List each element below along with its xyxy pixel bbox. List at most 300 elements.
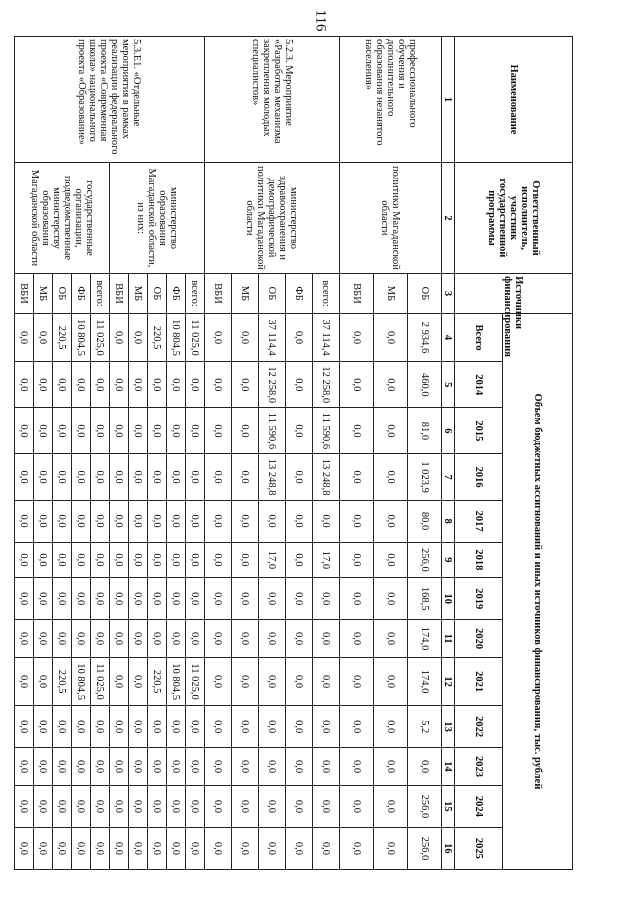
value-cell: 10 804,5 [167, 313, 186, 361]
value-cell: 0,0 [232, 313, 259, 361]
value-cell: 0,0 [91, 542, 110, 578]
value-cell: 0,0 [53, 454, 72, 500]
value-cell: 0,0 [129, 362, 148, 408]
value-cell: 0,0 [91, 748, 110, 786]
value-cell: 0,0 [340, 313, 374, 361]
value-cell: 0,0 [286, 408, 313, 454]
value-cell: 0,0 [232, 408, 259, 454]
value-cell: 0,0 [286, 362, 313, 408]
value-cell: 220,5 [53, 657, 72, 705]
value-cell: 0,0 [205, 827, 232, 869]
value-cell: 0,0 [167, 620, 186, 658]
value-cell: 0,0 [129, 706, 148, 748]
source-cell: ОБ [408, 274, 442, 314]
header-year: 2021 [455, 657, 503, 705]
value-cell: 0,0 [72, 827, 91, 869]
value-cell: 0,0 [91, 362, 110, 408]
value-cell: 0,0 [53, 578, 72, 620]
source-cell: МБ [34, 274, 53, 314]
value-cell: 0,0 [15, 542, 34, 578]
value-cell: 0,0 [205, 706, 232, 748]
table-row [408, 37, 442, 870]
value-cell: 0,0 [313, 785, 340, 827]
value-cell: 0,0 [34, 620, 53, 658]
value-cell: 0,0 [72, 542, 91, 578]
source-cell: МБ [374, 274, 408, 314]
value-cell: 0,0 [148, 362, 167, 408]
value-cell: 0,0 [374, 454, 408, 500]
value-cell: 0,0 [313, 500, 340, 542]
value-cell: 0,0 [167, 454, 186, 500]
value-cell: 0,0 [148, 542, 167, 578]
value-cell: 0,0 [72, 362, 91, 408]
value-cell: 0,0 [129, 578, 148, 620]
value-cell: 0,0 [232, 748, 259, 786]
value-cell: 0,0 [110, 827, 129, 869]
value-cell: 0,0 [53, 500, 72, 542]
column-number: 14 [442, 748, 455, 786]
value-cell: 256,0 [408, 542, 442, 578]
value-cell: 0,0 [72, 578, 91, 620]
column-number: 10 [442, 578, 455, 620]
header-budget-group: Объем бюджетных ассигнований и иных источников финансирования, тыс. рублей [503, 313, 573, 869]
value-cell: 0,0 [205, 408, 232, 454]
value-cell: 0,0 [259, 706, 286, 748]
value-cell: 0,0 [374, 657, 408, 705]
header-year: 2025 [455, 827, 503, 869]
value-cell: 0,0 [340, 785, 374, 827]
value-cell: 0,0 [148, 500, 167, 542]
value-cell: 11 025,0 [186, 657, 205, 705]
value-cell: 0,0 [259, 785, 286, 827]
value-cell: 0,0 [167, 500, 186, 542]
value-cell: 0,0 [186, 500, 205, 542]
value-cell: 0,0 [259, 827, 286, 869]
value-cell: 0,0 [53, 362, 72, 408]
value-cell: 11 025,0 [91, 657, 110, 705]
value-cell: 0,0 [129, 827, 148, 869]
value-cell: 0,0 [91, 500, 110, 542]
value-cell: 0,0 [91, 785, 110, 827]
row-name-cell: 5.3.Е1. «Отдельные мероприятия в рамках реализации федерального проекта «Современная школа» национального проекта «Образование» [15, 37, 205, 163]
value-cell: 0,0 [313, 748, 340, 786]
value-cell: 0,0 [34, 827, 53, 869]
value-cell: 0,0 [186, 454, 205, 500]
value-cell: 0,0 [15, 827, 34, 869]
value-cell: 0,0 [205, 578, 232, 620]
value-cell: 0,0 [110, 454, 129, 500]
value-cell: 0,0 [313, 706, 340, 748]
value-cell: 11 025,0 [91, 313, 110, 361]
value-cell: 0,0 [53, 542, 72, 578]
value-cell: 5,2 [408, 706, 442, 748]
value-cell: 0,0 [340, 500, 374, 542]
value-cell: 0,0 [34, 362, 53, 408]
value-cell: 0,0 [286, 748, 313, 786]
value-cell: 0,0 [205, 748, 232, 786]
value-cell: 220,5 [148, 657, 167, 705]
value-cell: 0,0 [374, 620, 408, 658]
value-cell: 0,0 [186, 578, 205, 620]
value-cell: 0,0 [340, 657, 374, 705]
value-cell: 0,0 [374, 785, 408, 827]
source-cell: всего: [91, 274, 110, 314]
value-cell: 0,0 [53, 827, 72, 869]
value-cell: 0,0 [186, 620, 205, 658]
value-cell: 0,0 [53, 748, 72, 786]
value-cell: 0,0 [232, 657, 259, 705]
value-cell: 0,0 [129, 454, 148, 500]
value-cell: 0,0 [205, 313, 232, 361]
source-cell: ОБ [148, 274, 167, 314]
value-cell: 2 934,6 [408, 313, 442, 361]
value-cell: 0,0 [340, 706, 374, 748]
value-cell: 0,0 [286, 578, 313, 620]
source-cell: ФБ [167, 274, 186, 314]
header-year: 2014 [455, 362, 503, 408]
value-cell: 0,0 [34, 578, 53, 620]
value-cell: 0,0 [15, 578, 34, 620]
value-cell: 0,0 [205, 454, 232, 500]
value-cell: 174,0 [408, 620, 442, 658]
value-cell: 0,0 [232, 500, 259, 542]
value-cell: 0,0 [15, 408, 34, 454]
value-cell: 0,0 [374, 500, 408, 542]
value-cell: 0,0 [286, 454, 313, 500]
table-row [91, 37, 110, 870]
value-cell: 0,0 [72, 620, 91, 658]
value-cell: 0,0 [53, 620, 72, 658]
value-cell: 0,0 [286, 785, 313, 827]
value-cell: 0,0 [72, 706, 91, 748]
value-cell: 0,0 [148, 706, 167, 748]
value-cell: 0,0 [205, 500, 232, 542]
value-cell: 0,0 [91, 408, 110, 454]
source-cell: МБ [129, 274, 148, 314]
value-cell: 0,0 [232, 620, 259, 658]
header-year: 2015 [455, 408, 503, 454]
value-cell: 0,0 [374, 578, 408, 620]
header-year: 2017 [455, 500, 503, 542]
value-cell: 0,0 [34, 706, 53, 748]
value-cell: 0,0 [286, 500, 313, 542]
value-cell: 0,0 [340, 454, 374, 500]
value-cell: 0,0 [72, 408, 91, 454]
source-cell: ВБИ [15, 274, 34, 314]
value-cell: 256,0 [408, 827, 442, 869]
column-number: 6 [442, 408, 455, 454]
table-body [15, 37, 442, 870]
value-cell: 0,0 [186, 408, 205, 454]
value-cell: 0,0 [34, 313, 53, 361]
value-cell: 0,0 [129, 542, 148, 578]
value-cell: 0,0 [72, 748, 91, 786]
value-cell: 0,0 [313, 620, 340, 658]
value-cell: 17,0 [259, 542, 286, 578]
column-number: 1 [442, 37, 455, 163]
value-cell: 0,0 [72, 454, 91, 500]
value-cell: 0,0 [34, 785, 53, 827]
table-row [186, 37, 205, 870]
value-cell: 10 804,5 [167, 657, 186, 705]
value-cell: 0,0 [53, 785, 72, 827]
value-cell: 0,0 [129, 500, 148, 542]
value-cell: 0,0 [205, 542, 232, 578]
column-number: 9 [442, 542, 455, 578]
value-cell: 12 258,0 [313, 362, 340, 408]
value-cell: 0,0 [259, 500, 286, 542]
executor-cell: министерство здравоохранения и демографической политики Магаданской области [205, 162, 340, 273]
value-cell: 0,0 [91, 706, 110, 748]
value-cell: 0,0 [374, 408, 408, 454]
header-executor: Ответственный исполнитель, участник государственной программы [455, 162, 573, 273]
value-cell: 0,0 [205, 657, 232, 705]
value-cell: 0,0 [15, 500, 34, 542]
value-cell: 0,0 [53, 408, 72, 454]
value-cell: 0,0 [408, 748, 442, 786]
value-cell: 0,0 [34, 657, 53, 705]
value-cell: 0,0 [232, 542, 259, 578]
column-number-row [442, 37, 455, 870]
value-cell: 0,0 [232, 827, 259, 869]
value-cell: 0,0 [72, 785, 91, 827]
value-cell: 0,0 [129, 657, 148, 705]
value-cell: 0,0 [148, 454, 167, 500]
value-cell: 0,0 [286, 706, 313, 748]
value-cell: 0,0 [186, 362, 205, 408]
source-cell: ВБИ [110, 274, 129, 314]
value-cell: 0,0 [34, 748, 53, 786]
value-cell: 0,0 [313, 827, 340, 869]
value-cell: 11 590,6 [259, 408, 286, 454]
value-cell: 0,0 [91, 827, 110, 869]
value-cell: 0,0 [313, 578, 340, 620]
value-cell: 174,0 [408, 657, 442, 705]
header-year: 2020 [455, 620, 503, 658]
value-cell: 0,0 [340, 362, 374, 408]
header-year: 2016 [455, 454, 503, 500]
value-cell: 81,0 [408, 408, 442, 454]
value-cell: 0,0 [232, 362, 259, 408]
value-cell: 0,0 [148, 408, 167, 454]
value-cell: 460,0 [408, 362, 442, 408]
value-cell: 0,0 [286, 657, 313, 705]
value-cell: 0,0 [34, 408, 53, 454]
value-cell: 220,5 [53, 313, 72, 361]
value-cell: 0,0 [110, 657, 129, 705]
header-total: Всего [455, 313, 503, 361]
column-number: 12 [442, 657, 455, 705]
value-cell: 0,0 [34, 454, 53, 500]
value-cell: 0,0 [186, 827, 205, 869]
column-number: 7 [442, 454, 455, 500]
value-cell: 0,0 [374, 706, 408, 748]
value-cell: 0,0 [110, 785, 129, 827]
value-cell: 0,0 [186, 542, 205, 578]
header-name: Наименование [455, 37, 573, 163]
value-cell: 0,0 [259, 620, 286, 658]
value-cell: 80,0 [408, 500, 442, 542]
value-cell: 0,0 [167, 542, 186, 578]
column-number: 11 [442, 620, 455, 658]
value-cell: 10 804,5 [72, 657, 91, 705]
value-cell: 0,0 [232, 706, 259, 748]
value-cell: 0,0 [340, 748, 374, 786]
row-name-cell: 5.2.3. Мероприятие «Разработка механизма закрепления молодых специалистов» [205, 37, 340, 163]
source-cell: ФБ [286, 274, 313, 314]
value-cell: 0,0 [110, 408, 129, 454]
source-cell: ВБИ [340, 274, 374, 314]
value-cell: 0,0 [129, 313, 148, 361]
value-cell: 37 114,4 [313, 313, 340, 361]
value-cell: 0,0 [259, 578, 286, 620]
value-cell: 0,0 [34, 500, 53, 542]
value-cell: 12 258,0 [259, 362, 286, 408]
value-cell: 0,0 [91, 620, 110, 658]
row-name-cell: профессионального обучения и дополнительного образования незанятого населения» [340, 37, 442, 163]
value-cell: 0,0 [91, 578, 110, 620]
value-cell: 0,0 [110, 748, 129, 786]
value-cell: 0,0 [91, 454, 110, 500]
executor-cell: государственные организации, подведомственные министерству образования Магаданской области [15, 162, 110, 273]
value-cell: 0,0 [110, 313, 129, 361]
value-cell: 17,0 [313, 542, 340, 578]
header-year: 2018 [455, 542, 503, 578]
value-cell: 0,0 [286, 827, 313, 869]
value-cell: 0,0 [340, 542, 374, 578]
value-cell: 256,0 [408, 785, 442, 827]
column-number: 3 [442, 274, 455, 314]
value-cell: 10 804,5 [72, 313, 91, 361]
header-year: 2022 [455, 706, 503, 748]
value-cell: 0,0 [340, 827, 374, 869]
value-cell: 168,5 [408, 578, 442, 620]
source-cell: ФБ [72, 274, 91, 314]
value-cell: 0,0 [129, 620, 148, 658]
column-number: 2 [442, 162, 455, 273]
source-cell: МБ [232, 274, 259, 314]
column-number: 5 [442, 362, 455, 408]
value-cell: 0,0 [72, 500, 91, 542]
value-cell: 0,0 [110, 542, 129, 578]
value-cell: 0,0 [340, 408, 374, 454]
value-cell: 0,0 [148, 785, 167, 827]
value-cell: 0,0 [340, 620, 374, 658]
value-cell: 0,0 [186, 748, 205, 786]
value-cell: 0,0 [110, 706, 129, 748]
value-cell: 0,0 [340, 578, 374, 620]
value-cell: 0,0 [286, 542, 313, 578]
value-cell: 0,0 [53, 706, 72, 748]
value-cell: 0,0 [232, 578, 259, 620]
value-cell: 0,0 [148, 827, 167, 869]
value-cell: 0,0 [167, 748, 186, 786]
header-year: 2024 [455, 785, 503, 827]
value-cell: 0,0 [148, 578, 167, 620]
header-source: Источники финансирования [455, 274, 573, 314]
value-cell: 0,0 [205, 362, 232, 408]
column-number: 16 [442, 827, 455, 869]
value-cell: 0,0 [129, 785, 148, 827]
column-number: 4 [442, 313, 455, 361]
header-year: 2023 [455, 748, 503, 786]
value-cell: 0,0 [129, 748, 148, 786]
value-cell: 0,0 [374, 827, 408, 869]
value-cell: 0,0 [205, 620, 232, 658]
value-cell: 1 023,9 [408, 454, 442, 500]
value-cell: 0,0 [110, 578, 129, 620]
source-cell: всего: [186, 274, 205, 314]
value-cell: 0,0 [374, 313, 408, 361]
executor-cell: политики Магаданской области [340, 162, 442, 273]
budget-table-sheet [18, 36, 573, 870]
value-cell: 0,0 [15, 748, 34, 786]
column-number: 15 [442, 785, 455, 827]
value-cell: 0,0 [286, 313, 313, 361]
value-cell: 0,0 [110, 362, 129, 408]
column-number: 13 [442, 706, 455, 748]
value-cell: 13 248,8 [259, 454, 286, 500]
source-cell: ВБИ [205, 274, 232, 314]
value-cell: 0,0 [232, 454, 259, 500]
value-cell: 0,0 [286, 620, 313, 658]
value-cell: 0,0 [15, 313, 34, 361]
value-cell: 0,0 [374, 748, 408, 786]
value-cell: 0,0 [167, 785, 186, 827]
value-cell: 0,0 [374, 542, 408, 578]
value-cell: 0,0 [205, 785, 232, 827]
value-cell: 0,0 [129, 408, 148, 454]
value-cell: 0,0 [15, 785, 34, 827]
value-cell: 0,0 [15, 454, 34, 500]
value-cell: 0,0 [186, 706, 205, 748]
value-cell: 0,0 [167, 362, 186, 408]
header-year: 2019 [455, 578, 503, 620]
table-row [313, 37, 340, 870]
value-cell: 0,0 [259, 748, 286, 786]
value-cell: 0,0 [15, 620, 34, 658]
value-cell: 0,0 [34, 542, 53, 578]
value-cell: 0,0 [167, 706, 186, 748]
value-cell: 0,0 [110, 500, 129, 542]
value-cell: 0,0 [15, 706, 34, 748]
source-cell: всего: [313, 274, 340, 314]
budget-table [14, 36, 573, 870]
value-cell: 0,0 [110, 620, 129, 658]
value-cell: 0,0 [374, 362, 408, 408]
value-cell: 0,0 [167, 408, 186, 454]
source-cell: ОБ [53, 274, 72, 314]
value-cell: 220,5 [148, 313, 167, 361]
column-number: 8 [442, 500, 455, 542]
value-cell: 0,0 [313, 657, 340, 705]
source-cell: ОБ [259, 274, 286, 314]
value-cell: 0,0 [186, 785, 205, 827]
value-cell: 11 025,0 [186, 313, 205, 361]
executor-cell: министерство образования Магаданской области, из них: [110, 162, 205, 273]
value-cell: 0,0 [167, 827, 186, 869]
value-cell: 0,0 [232, 785, 259, 827]
value-cell: 0,0 [167, 578, 186, 620]
value-cell: 13 248,8 [313, 454, 340, 500]
value-cell: 0,0 [259, 657, 286, 705]
value-cell: 0,0 [15, 657, 34, 705]
value-cell: 0,0 [15, 362, 34, 408]
value-cell: 0,0 [148, 620, 167, 658]
value-cell: 11 590,6 [313, 408, 340, 454]
value-cell: 0,0 [148, 748, 167, 786]
value-cell: 37 114,4 [259, 313, 286, 361]
